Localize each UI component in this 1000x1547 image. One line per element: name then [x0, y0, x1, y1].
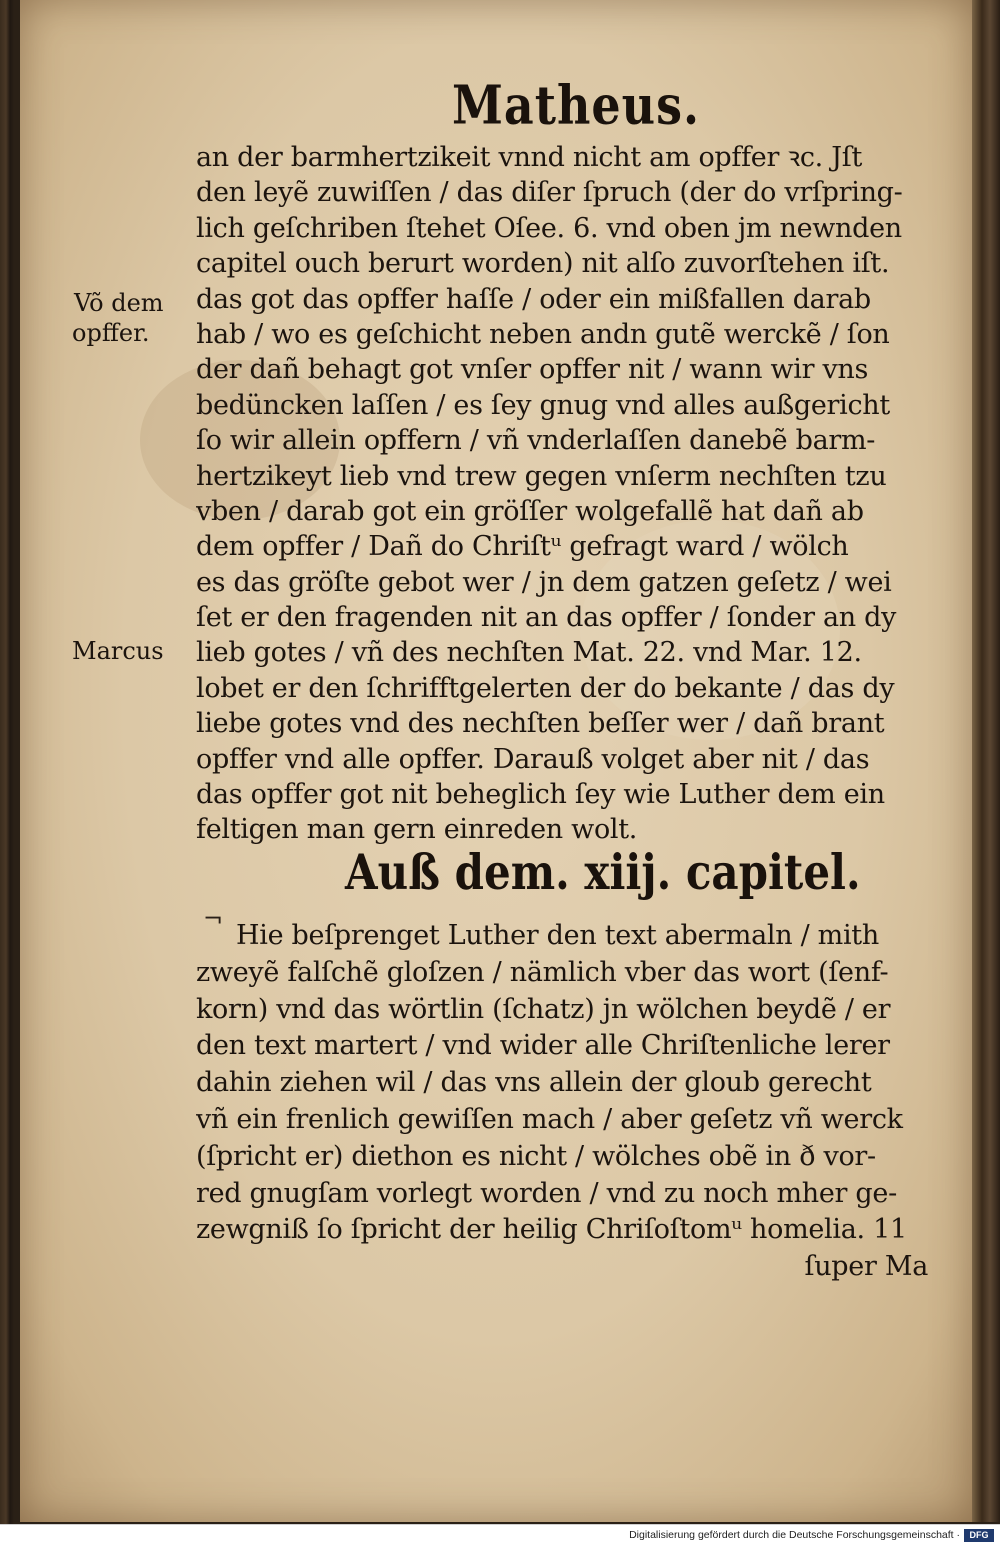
body-text-bottom	[196, 918, 936, 1286]
text-line: an der barmhertzikeit vnnd nicht am opffer ꝛc. Jſt	[196, 142, 862, 173]
text-line: (ſpricht er) diethon es nicht / wölches obẽ in ð vor-	[196, 1140, 876, 1172]
text-line: bedüncken laſſen / es ſey gnug vnd alles außgericht	[196, 389, 890, 421]
text-line: red gnugſam vorlegt worden / vnd zu noch mher ge-	[196, 1177, 897, 1209]
text-line: dahin ziehen wil / das vns allein der gloub gerecht	[196, 1067, 872, 1099]
text-line: ſet er den fragenden nit an das opffer / ſonder an dy	[196, 602, 897, 634]
text-line: liebe gotes vnd des nechſten beſſer wer / dañ brant	[196, 708, 885, 740]
text-line: ſo wir allein opffern / vñ vnderlaſſen danebẽ barm-	[196, 425, 876, 457]
text-line: den leyẽ zuwiſſen / das diſer ſpruch (der do vrſpring-	[196, 177, 903, 209]
chapter-heading: Auß dem. xiij. capitel.	[345, 844, 861, 901]
text-line: zewgniß ſo ſpricht der heilig Chriſoſtomᵘ homelia. 11	[196, 1214, 907, 1246]
section-mark: ¬	[203, 905, 224, 933]
dfg-logo[interactable]: DFG	[964, 1529, 994, 1542]
text-line: das opffer got nit beheglich ſey wie Luther dem ein	[196, 779, 885, 811]
text-line: lieb gotes / vñ des nechſten Mat. 22. vnd Mar. 12.	[196, 637, 862, 669]
margin-note: Võ dem	[74, 289, 164, 317]
catchword: ſuper Ma	[804, 1251, 928, 1283]
body-text-top	[196, 140, 936, 848]
text-line: feltigen man gern einreden wolt.	[196, 814, 638, 846]
text-line: vñ ein frenlich gewiſſen mach / aber geſetz vñ werck	[196, 1103, 903, 1135]
margin-note: opffer.	[72, 319, 150, 347]
text-line: zweyẽ falſchẽ gloſzen / nämlich vber das wort (ſenf-	[196, 956, 889, 988]
text-line: capitel ouch berurt worden) nit alſo zuvorſtehen iſt.	[196, 248, 890, 280]
text-line: hertzikeyt lieb vnd trew gegen vnſerm nechſten tzu	[196, 460, 887, 492]
text-line: vben / darab got ein gröſſer wolgefallẽ hat dañ ab	[196, 495, 864, 527]
text-line: lobet er den ſchrifftgelerten der do bekante / das dy	[196, 672, 895, 704]
text-line: korn) vnd das wörtlin (ſchatz) jn wölchen beydẽ / er	[196, 993, 891, 1025]
text-line: opffer vnd alle opffer. Darauß volget aber nit / das	[196, 743, 870, 775]
text-line: das got das opffer haſſe / oder ein mißfallen darab	[196, 283, 871, 315]
margin-note: Marcus	[72, 637, 164, 665]
running-head: Matheus.	[452, 73, 701, 137]
text-line: Hie beſprenget Luther den text abermaln / mith	[236, 920, 879, 951]
text-line: dem opffer / Dañ do Chriſtᵘ gefragt ward / wölch	[196, 531, 849, 563]
text-line: der dañ behagt got vnſer opffer nit / wann wir vns	[196, 354, 869, 386]
footer-bar	[0, 1524, 1000, 1547]
footer-credit: Digitalisierung gefördert durch die Deutsche Forschungsgemeinschaft ·	[629, 1529, 960, 1541]
text-line: es das gröſte gebot wer / jn dem gatzen geſetz / wei	[196, 566, 892, 598]
text-line: lich geſchriben ſtehet Oſee. 6. vnd oben jm newnden	[196, 212, 902, 244]
text-line: hab / wo es geſchicht neben andn gutẽ werckẽ / ſon	[196, 318, 890, 350]
page-edge	[972, 0, 1000, 1522]
text-line: den text martert / vnd wider alle Chriſtenliche lerer	[196, 1030, 890, 1062]
